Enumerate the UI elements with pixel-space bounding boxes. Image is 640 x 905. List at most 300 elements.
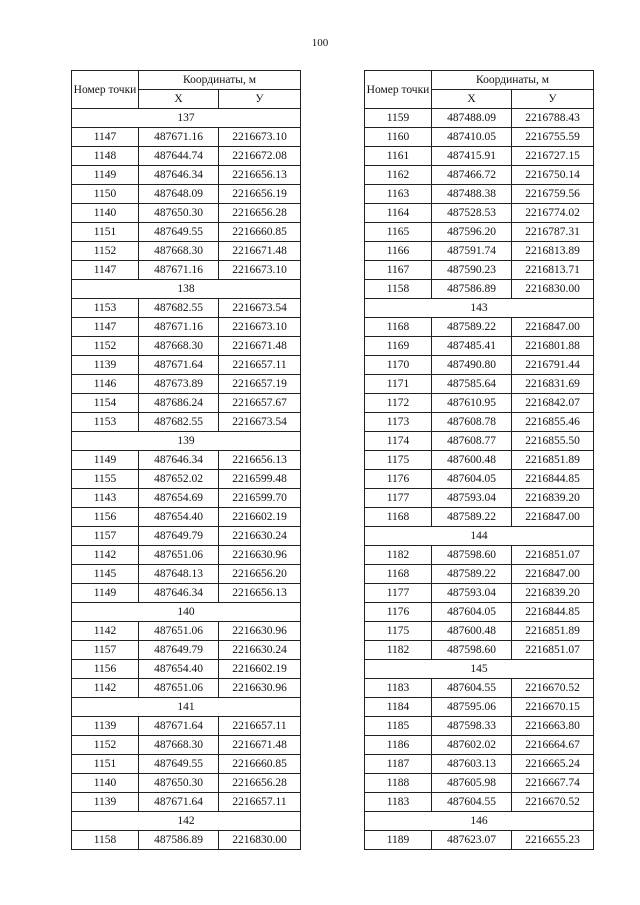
page-number: 100 [311,37,329,49]
table-row [365,356,594,375]
point-number-cell: 1164 [365,204,432,223]
x-coordinate-cell: 487595.06 [432,698,512,717]
group-header-row [72,109,301,128]
table-row [365,470,594,489]
table-row [365,508,594,527]
point-number-cell: 1176 [365,603,432,622]
point-number-cell: 1155 [72,470,139,489]
y-coordinate-cell: 2216630.96 [219,679,301,698]
group-label: 142 [72,812,301,831]
point-number-cell: 1161 [365,147,432,166]
y-coordinate-cell: 2216602.19 [219,660,301,679]
point-number-cell: 1148 [72,147,139,166]
x-coordinate-cell: 487668.30 [139,242,219,261]
x-coordinate-cell: 487602.02 [432,736,512,755]
x-coordinate-cell: 487593.04 [432,489,512,508]
table-row [72,527,301,546]
table-row [72,774,301,793]
point-number-cell: 1163 [365,185,432,204]
point-number-cell: 1186 [365,736,432,755]
y-coordinate-cell: 2216657.19 [219,375,301,394]
table-row [72,622,301,641]
table-row [72,831,301,850]
table-row [365,793,594,812]
point-number-cell: 1156 [72,508,139,527]
group-label: 144 [365,527,594,546]
table-row [72,413,301,432]
point-number-cell: 1187 [365,755,432,774]
table-row [72,166,301,185]
x-coordinate-cell: 487488.38 [432,185,512,204]
point-number-cell: 1182 [365,546,432,565]
point-number-cell: 1170 [365,356,432,375]
point-number-cell: 1168 [365,318,432,337]
point-number-cell: 1168 [365,565,432,584]
x-coordinate-cell: 487410.05 [432,128,512,147]
group-label: 143 [365,299,594,318]
y-coordinate-cell: 2216657.11 [219,793,301,812]
table-row [365,717,594,736]
y-coordinate-cell: 2216673.10 [219,128,301,147]
point-number-cell: 1140 [72,204,139,223]
y-coordinate-cell: 2216599.70 [219,489,301,508]
point-number-cell: 1139 [72,356,139,375]
group-header-row [365,660,594,679]
y-coordinate-cell: 2216830.00 [219,831,301,850]
group-label: 140 [72,603,301,622]
point-number-cell: 1153 [72,299,139,318]
x-coordinate-cell: 487673.89 [139,375,219,394]
point-number-cell: 1183 [365,679,432,698]
group-header-row [72,432,301,451]
y-coordinate-cell: 2216656.28 [219,204,301,223]
x-coordinate-cell: 487490.80 [432,356,512,375]
y-coordinate-cell: 2216750.14 [512,166,594,185]
y-coordinate-cell: 2216630.24 [219,641,301,660]
x-coordinate-cell: 487604.05 [432,470,512,489]
y-coordinate-cell: 2216813.71 [512,261,594,280]
y-coordinate-cell: 2216630.96 [219,622,301,641]
table-row [365,337,594,356]
point-number-cell: 1188 [365,774,432,793]
x-coordinate-cell: 487650.30 [139,774,219,793]
table-row [365,679,594,698]
x-coordinate-cell: 487646.34 [139,584,219,603]
y-coordinate-cell: 2216813.89 [512,242,594,261]
x-coordinate-cell: 487598.33 [432,717,512,736]
table-row [72,185,301,204]
point-number-cell: 1149 [72,584,139,603]
y-coordinate-cell: 2216673.10 [219,318,301,337]
group-header-row [365,812,594,831]
x-coordinate-cell: 487596.20 [432,223,512,242]
y-coordinate-cell: 2216851.07 [512,546,594,565]
point-number-cell: 1152 [72,242,139,261]
table-row [72,451,301,470]
y-coordinate-cell: 2216791.44 [512,356,594,375]
y-header: У [512,90,594,109]
table-row [365,432,594,451]
table-row [72,261,301,280]
x-coordinate-cell: 487608.77 [432,432,512,451]
point-number-cell: 1173 [365,413,432,432]
x-coordinate-cell: 487668.30 [139,736,219,755]
x-coordinate-cell: 487646.34 [139,451,219,470]
y-coordinate-cell: 2216671.48 [219,242,301,261]
table-row [72,299,301,318]
table-row [72,641,301,660]
point-number-cell: 1167 [365,261,432,280]
table-row [72,489,301,508]
table-row [365,223,594,242]
y-coordinate-cell: 2216664.67 [512,736,594,755]
x-coordinate-cell: 487651.06 [139,546,219,565]
table-row [365,755,594,774]
point-number-cell: 1157 [72,527,139,546]
x-coordinate-cell: 487598.60 [432,641,512,660]
y-coordinate-cell: 2216660.85 [219,223,301,242]
point-number-cell: 1151 [72,755,139,774]
y-coordinate-cell: 2216673.54 [219,413,301,432]
table-row [365,280,594,299]
point-number-header: Номер точки [72,71,139,109]
y-coordinate-cell: 2216855.50 [512,432,594,451]
point-number-cell: 1149 [72,166,139,185]
table-row [365,147,594,166]
point-number-cell: 1142 [72,546,139,565]
y-coordinate-cell: 2216667.74 [512,774,594,793]
point-number-cell: 1150 [72,185,139,204]
x-coordinate-cell: 487598.60 [432,546,512,565]
group-label: 138 [72,280,301,299]
table-row [72,565,301,584]
x-coordinate-cell: 487686.24 [139,394,219,413]
group-label: 141 [72,698,301,717]
point-number-cell: 1182 [365,641,432,660]
y-coordinate-cell: 2216656.19 [219,185,301,204]
table-row [365,831,594,850]
point-number-cell: 1152 [72,337,139,356]
point-number-cell: 1174 [365,432,432,451]
point-number-header: Номер точки [365,71,432,109]
x-coordinate-cell: 487671.16 [139,261,219,280]
point-number-cell: 1145 [72,565,139,584]
x-coordinate-cell: 487671.64 [139,717,219,736]
table-row [72,356,301,375]
y-coordinate-cell: 2216844.85 [512,603,594,622]
y-coordinate-cell: 2216671.48 [219,337,301,356]
point-number-cell: 1168 [365,508,432,527]
y-coordinate-cell: 2216660.85 [219,755,301,774]
table-row [72,394,301,413]
x-coordinate-cell: 487648.09 [139,185,219,204]
x-coordinate-cell: 487600.48 [432,622,512,641]
y-coordinate-cell: 2216830.00 [512,280,594,299]
table-row [72,337,301,356]
x-coordinate-cell: 487623.07 [432,831,512,850]
x-header: X [139,90,219,109]
table-row [365,736,594,755]
x-coordinate-cell: 487648.13 [139,565,219,584]
x-coordinate-cell: 487600.48 [432,451,512,470]
x-coordinate-cell: 487590.23 [432,261,512,280]
table-row [72,223,301,242]
y-coordinate-cell: 2216851.89 [512,451,594,470]
table-row [365,318,594,337]
y-coordinate-cell: 2216851.07 [512,641,594,660]
point-number-cell: 1160 [365,128,432,147]
y-coordinate-cell: 2216663.80 [512,717,594,736]
table-row [365,204,594,223]
point-number-cell: 1152 [72,736,139,755]
x-coordinate-cell: 487646.34 [139,166,219,185]
point-number-cell: 1142 [72,679,139,698]
table-row [365,774,594,793]
y-coordinate-cell: 2216831.69 [512,375,594,394]
y-coordinate-cell: 2216665.24 [512,755,594,774]
y-coordinate-cell: 2216630.24 [219,527,301,546]
y-coordinate-cell: 2216670.15 [512,698,594,717]
y-coordinate-cell: 2216673.10 [219,261,301,280]
x-coordinate-cell: 487649.79 [139,527,219,546]
x-coordinate-cell: 487603.13 [432,755,512,774]
x-coordinate-cell: 487654.40 [139,660,219,679]
coordinates-header: Координаты, м [432,71,594,90]
point-number-cell: 1147 [72,261,139,280]
table-row [72,204,301,223]
y-coordinate-cell: 2216671.48 [219,736,301,755]
x-coordinate-cell: 487488.09 [432,109,512,128]
point-number-cell: 1139 [72,717,139,736]
table-row [365,166,594,185]
table-row [365,261,594,280]
y-coordinate-cell: 2216787.31 [512,223,594,242]
x-coordinate-cell: 487605.98 [432,774,512,793]
x-coordinate-cell: 487585.64 [432,375,512,394]
x-coordinate-cell: 487682.55 [139,413,219,432]
group-label: 145 [365,660,594,679]
y-coordinate-cell: 2216851.89 [512,622,594,641]
coordinates-header: Координаты, м [139,71,301,90]
y-coordinate-cell: 2216599.48 [219,470,301,489]
point-number-cell: 1151 [72,223,139,242]
x-header: X [432,90,512,109]
point-number-cell: 1154 [72,394,139,413]
point-number-cell: 1175 [365,622,432,641]
y-coordinate-cell: 2216670.52 [512,679,594,698]
y-coordinate-cell: 2216657.11 [219,356,301,375]
point-number-cell: 1139 [72,793,139,812]
table-row [365,242,594,261]
point-number-cell: 1162 [365,166,432,185]
point-number-cell: 1171 [365,375,432,394]
group-label: 137 [72,109,301,128]
point-number-cell: 1172 [365,394,432,413]
y-coordinate-cell: 2216656.28 [219,774,301,793]
x-coordinate-cell: 487671.16 [139,128,219,147]
table-row [72,375,301,394]
table-row [72,584,301,603]
x-coordinate-cell: 487604.05 [432,603,512,622]
point-number-cell: 1165 [365,223,432,242]
x-coordinate-cell: 487651.06 [139,679,219,698]
y-coordinate-cell: 2216656.13 [219,166,301,185]
point-number-cell: 1140 [72,774,139,793]
point-number-cell: 1156 [72,660,139,679]
point-number-cell: 1158 [365,280,432,299]
x-coordinate-cell: 487610.95 [432,394,512,413]
x-coordinate-cell: 487652.02 [139,470,219,489]
table-row [72,470,301,489]
y-coordinate-cell: 2216656.20 [219,565,301,584]
table-row [72,736,301,755]
table-row [365,584,594,603]
table-row [72,242,301,261]
y-coordinate-cell: 2216839.20 [512,584,594,603]
x-coordinate-cell: 487654.69 [139,489,219,508]
x-coordinate-cell: 487649.55 [139,755,219,774]
y-coordinate-cell: 2216839.20 [512,489,594,508]
y-coordinate-cell: 2216844.85 [512,470,594,489]
x-coordinate-cell: 487589.22 [432,508,512,527]
y-coordinate-cell: 2216755.59 [512,128,594,147]
group-label: 139 [72,432,301,451]
point-number-cell: 1149 [72,451,139,470]
group-header-row [72,280,301,299]
x-coordinate-cell: 487671.64 [139,356,219,375]
x-coordinate-cell: 487485.41 [432,337,512,356]
x-coordinate-cell: 487671.16 [139,318,219,337]
y-coordinate-cell: 2216855.46 [512,413,594,432]
point-number-cell: 1177 [365,489,432,508]
x-coordinate-cell: 487528.53 [432,204,512,223]
group-header-row [365,527,594,546]
x-coordinate-cell: 487651.06 [139,622,219,641]
y-coordinate-cell: 2216788.43 [512,109,594,128]
y-coordinate-cell: 2216630.96 [219,546,301,565]
y-coordinate-cell: 2216801.88 [512,337,594,356]
table-row [365,375,594,394]
point-number-cell: 1147 [72,318,139,337]
y-coordinate-cell: 2216657.67 [219,394,301,413]
x-coordinate-cell: 487649.55 [139,223,219,242]
x-coordinate-cell: 487589.22 [432,565,512,584]
y-coordinate-cell: 2216759.56 [512,185,594,204]
x-coordinate-cell: 487415.91 [432,147,512,166]
group-label: 146 [365,812,594,831]
x-coordinate-cell: 487589.22 [432,318,512,337]
x-coordinate-cell: 487654.40 [139,508,219,527]
x-coordinate-cell: 487604.55 [432,679,512,698]
x-coordinate-cell: 487591.74 [432,242,512,261]
table-row [365,698,594,717]
y-coordinate-cell: 2216727.15 [512,147,594,166]
table-row [72,508,301,527]
point-number-cell: 1169 [365,337,432,356]
point-number-cell: 1175 [365,451,432,470]
x-coordinate-cell: 487650.30 [139,204,219,223]
table-row [365,394,594,413]
group-header-row [72,603,301,622]
coordinates-table-left [71,70,301,850]
point-number-cell: 1157 [72,641,139,660]
point-number-cell: 1146 [72,375,139,394]
point-number-cell: 1185 [365,717,432,736]
x-coordinate-cell: 487466.72 [432,166,512,185]
x-coordinate-cell: 487668.30 [139,337,219,356]
point-number-cell: 1176 [365,470,432,489]
table-row [365,489,594,508]
y-coordinate-cell: 2216847.00 [512,318,594,337]
point-number-cell: 1184 [365,698,432,717]
y-coordinate-cell: 2216656.13 [219,584,301,603]
point-number-cell: 1147 [72,128,139,147]
point-number-cell: 1153 [72,413,139,432]
table-row [72,147,301,166]
y-coordinate-cell: 2216673.54 [219,299,301,318]
y-coordinate-cell: 2216655.23 [512,831,594,850]
table-row [365,641,594,660]
x-coordinate-cell: 487586.89 [139,831,219,850]
table-row [365,451,594,470]
table-row [72,318,301,337]
x-coordinate-cell: 487586.89 [432,280,512,299]
table-row [365,128,594,147]
table-row [72,679,301,698]
table-row [365,109,594,128]
y-coordinate-cell: 2216774.02 [512,204,594,223]
x-coordinate-cell: 487649.79 [139,641,219,660]
group-header-row [72,698,301,717]
table-row [72,755,301,774]
table-row [365,185,594,204]
x-coordinate-cell: 487604.55 [432,793,512,812]
y-coordinate-cell: 2216847.00 [512,565,594,584]
table-row [365,413,594,432]
x-coordinate-cell: 487593.04 [432,584,512,603]
table-row [72,660,301,679]
group-header-row [365,299,594,318]
x-coordinate-cell: 487644.74 [139,147,219,166]
point-number-cell: 1159 [365,109,432,128]
y-coordinate-cell: 2216672.08 [219,147,301,166]
y-coordinate-cell: 2216842.07 [512,394,594,413]
y-header: У [219,90,301,109]
point-number-cell: 1183 [365,793,432,812]
table-row [365,603,594,622]
x-coordinate-cell: 487671.64 [139,793,219,812]
x-coordinate-cell: 487682.55 [139,299,219,318]
table-row [72,546,301,565]
table-row [365,565,594,584]
y-coordinate-cell: 2216656.13 [219,451,301,470]
table-row [72,793,301,812]
y-coordinate-cell: 2216657.11 [219,717,301,736]
y-coordinate-cell: 2216670.52 [512,793,594,812]
x-coordinate-cell: 487608.78 [432,413,512,432]
point-number-cell: 1177 [365,584,432,603]
y-coordinate-cell: 2216602.19 [219,508,301,527]
point-number-cell: 1166 [365,242,432,261]
point-number-cell: 1143 [72,489,139,508]
y-coordinate-cell: 2216847.00 [512,508,594,527]
point-number-cell: 1142 [72,622,139,641]
table-row [365,546,594,565]
group-header-row [72,812,301,831]
point-number-cell: 1158 [72,831,139,850]
point-number-cell: 1189 [365,831,432,850]
table-row [72,128,301,147]
